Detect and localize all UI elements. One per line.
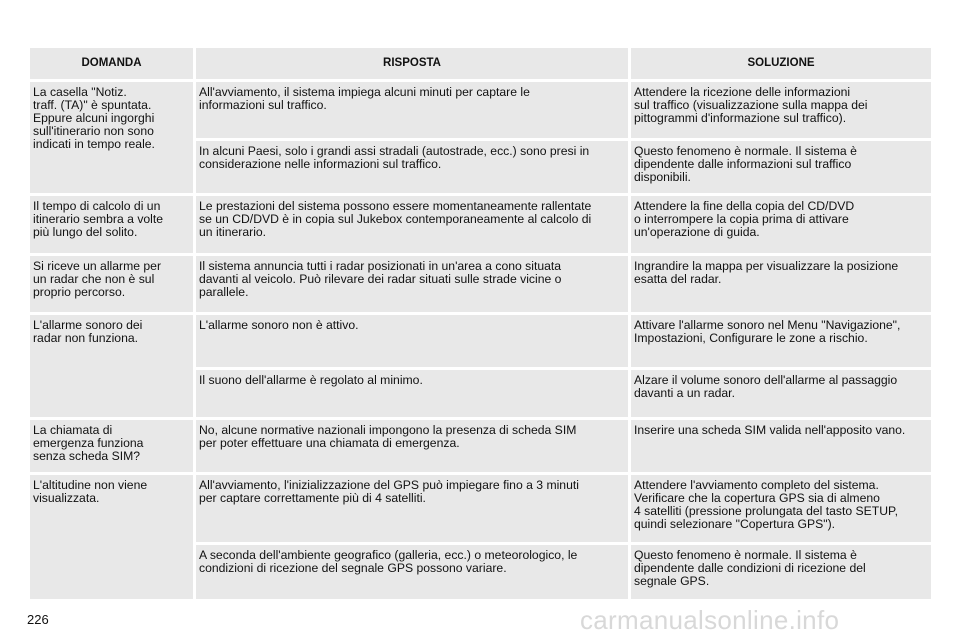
- answer-cell: In alcuni Paesi, solo i grandi assi stradali (autostrade, ecc.) sono presi in considerazione nelle informazioni sul traffico.: [195, 140, 630, 195]
- solution-cell: Attivare l'allarme sonoro nel Menu "Navigazione", Impostazioni, Configurare le zone a rischio.: [630, 314, 933, 369]
- solution-cell: Inserire una scheda SIM valida nell'apposito vano.: [630, 419, 933, 474]
- solution-cell: Alzare il volume sonoro dell'allarme al passaggio davanti a un radar.: [630, 369, 933, 419]
- faq-table: [27, 45, 934, 602]
- table-row: [29, 81, 933, 140]
- table-row: [29, 314, 933, 369]
- header-row: [29, 47, 933, 81]
- answer-cell: Il suono dell'allarme è regolato al minimo.: [195, 369, 630, 419]
- answer-cell: Il sistema annuncia tutti i radar posizionati in un'area a cono situata davanti al veicolo. Può rilevare dei radar situati sulle strade vicine o parallele.: [195, 255, 630, 314]
- question-cell: L'altitudine non viene visualizzata.: [29, 474, 195, 601]
- question-cell: Il tempo di calcolo di un itinerario sembra a volte più lungo del solito.: [29, 195, 195, 255]
- table-row: [29, 195, 933, 255]
- answer-cell: Le prestazioni del sistema possono essere momentaneamente rallentate se un CD/DVD è in copia sul Jukebox contemporaneamente al calcolo di un itinerario.: [195, 195, 630, 255]
- header-domanda: DOMANDA: [29, 47, 195, 81]
- solution-cell: Questo fenomeno è normale. Il sistema è dipendente dalle condizioni di ricezione del segnale GPS.: [630, 544, 933, 601]
- answer-cell: L'allarme sonoro non è attivo.: [195, 314, 630, 369]
- table-row: [29, 474, 933, 544]
- question-cell: L'allarme sonoro dei radar non funziona.: [29, 314, 195, 419]
- header-risposta: RISPOSTA: [195, 47, 630, 81]
- answer-cell: All'avviamento, l'inizializzazione del GPS può impiegare fino a 3 minuti per captare correttamente più di 4 satelliti.: [195, 474, 630, 544]
- solution-cell: Attendere la ricezione delle informazioni sul traffico (visualizzazione sulla mappa dei pittogrammi d'informazione sul traffico).: [630, 81, 933, 140]
- answer-cell: All'avviamento, il sistema impiega alcuni minuti per captare le informazioni sul traffico.: [195, 81, 630, 140]
- question-cell: La casella "Notiz. traff. (TA)" è spuntata. Eppure alcuni ingorghi sull'itinerario non sono indicati in tempo reale.: [29, 81, 195, 195]
- answer-cell: A seconda dell'ambiente geografico (galleria, ecc.) o meteorologico, le condizioni di ricezione del segnale GPS possono variare.: [195, 544, 630, 601]
- watermark: carmanualsonline.info: [580, 605, 840, 635]
- solution-cell: Ingrandire la mappa per visualizzare la posizione esatta del radar.: [630, 255, 933, 314]
- table-row: [29, 255, 933, 314]
- header-soluzione: SOLUZIONE: [630, 47, 933, 81]
- question-cell: La chiamata di emergenza funziona senza scheda SIM?: [29, 419, 195, 474]
- solution-cell: Attendere l'avviamento completo del sistema. Verificare che la copertura GPS sia di almeno 4 satelliti (pressione prolungata del tasto SETUP, quindi selezionare "Copertura GPS").: [630, 474, 933, 544]
- table-row: [29, 419, 933, 474]
- solution-cell: Questo fenomeno è normale. Il sistema è dipendente dalle informazioni sul traffico disponibili.: [630, 140, 933, 195]
- question-cell: Si riceve un allarme per un radar che non è sul proprio percorso.: [29, 255, 195, 314]
- answer-cell: No, alcune normative nazionali impongono la presenza di scheda SIM per poter effettuare una chiamata di emergenza.: [195, 419, 630, 474]
- page-number: 226: [27, 612, 49, 627]
- solution-cell: Attendere la fine della copia del CD/DVD o interrompere la copia prima di attivare un'operazione di guida.: [630, 195, 933, 255]
